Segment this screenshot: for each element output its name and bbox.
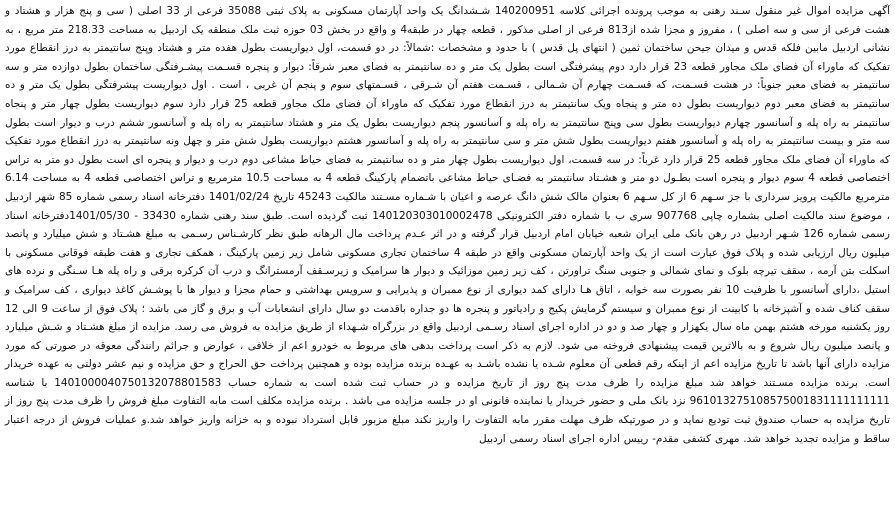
notice-body-text: آگهی مزایده اموال غیر منقول سـند رهنی به موجب پرونده اجرائی کلاسه 140200951 شـشدانگ یک واحد آپارتمان مسکونی به پلاک ثبتی 35088 فرعی از 33 اصلی ( سی و پنج هزار و هشتاد و هشت فرعی از سی و سه اصلی ) ، مفروز و مجزا شده از813 فرعی از اصلی مذکور ، قطعه چهار در طبقه4 و واقع در بخش 03 حوزه ثبت ملک منطقه یک اردبیل به مساحت 218.33 متر مربع ، به نشانی اردبیل مابین فلکه قدس و میدان جیحن ساختمان ثمین ( انتهای پل قدس ) با حدود و مشخصات :شمالاً: در دو قسمت، اول دیواریست بطول هفده متر و هشتاد وپنج سانتیمتر به درز انقطاع مورد تفکیک که ماوراء آن فضای ملک مجاور قطعه 23 قرار دارد دوم پیشرفتگی است بطول یک متر و ده سانتیمتر به فضای معبر شرقاً: دیوار و پنجره قسـمت پیشـرفتگی ساختمان بطول دوازده متر و سه سانتیمتر به فضای معبر جنوباً: در هشت قسـمت، که قسـمت چهارم آن شـمالی ، قسـمت هفتم آن شـرقی ، قسـمتهای سوم و پنجم آن غربی ، است . اول دیواریست پیشرفتگی بطول یک متر و ده سانتیمتر به فضای معبر دوم دیواریست بطول ده متر و پنجاه ویک سانتیمتر به درز انقطاع مورد تفکیک که ماوراء آن فضای ملک مجاور قطعه 25 قرار دارد سوم دیواریست بطول چهار متر و پنجاه سانتیمتر به راه پله و آسانسور چهارم دیواریست بطول سی وپنج سانتیمتر به راه پله و آسانسور پنجم دیواریست بطول یک متر و هشتاد سانتیمتر به راه پله و آسانسور ششم درب و دیوار است بطول سه متر و بیست سانتیمتر به راه پله و آسانسور هفتم دیواریست بطول شش متر و سی سانتیمتر به راه پله و آسانسور هشتم دیواریست بطول شش متر و چهل ونه سانتیمتر به درز انقطاع مورد تفکیک که ماوراء آن فضای ملک مجاور قطعه 25 قرار دارد غرباً: در سه قسمت، اول دیواریست بطول چهار متر و ده سانتیمتر به فضای حیاط مشاعی دوم درب و دیوار و پنجره ای است بطول دو متر به تراس اختصاصی قطعه 4 سوم دیوار و پنجره است بطـول دو متر و هشـتاد سانتیمتر به فضـای حیاط مشاعی باتضمام پارکینگ قطعه 4 به مساحت 10.5 مترمربع و تراس اختصاصی قطعه 4 به مساحت 6.14 مترمربع مالکیت پرویز سرداری با جز سـهم 6 از کل سـهم 6 بعنوان مالک شش دانگ عرصه و اعیان با شـماره مسـتند مالکیت 45243 تاریخ 1401/02/24 دفترخانه اسناد رسمی شماره 85 شهر اردبیل ، موضوع سند مالکیت اصلی بشماره چاپی 907768 سری ب با شماره دفتر الکترونیکی 140120303010002478 ثبت گردیده است. طبق سند رهنی شماره 33430 - 1401/05/30دفترخانه اسناد رسمی شماره 126 شـهر اردبیل در رهن بانک ملی ایران شعبه خیابان امام اردبیل قرار گرفته و در اثر عـدم پرداخت مال الرهانه طبق نظر کارشـناس رسـمی به مبلغ هشـتاد و شش میلیارد و پانصد میلیون ریال ارزیابی شده و پلاک فوق عبارت است از یک واحد آپارتمان مسکونی واقع در طبقه 4 ساختمان تجاری مسکونی شامل زیر زمین پارکینگ ، همکف تجاری و هفت طبقه فوقانی مسکونی با اسکلت بتن آرمه ، سقف تیرچه بلوک و نمای شمالی و جنوبی سنگ تراورتن ، کف زیر زمین موزائیک و دیوار ها سرامیک و زیرسـقف آرمسترانگ و درب آن کرکره برقی و راه پله هـا سـنگی و نرده های استیل ،دارای آسانسور با ظرفیت 10 نفر بصورت سه خوابه ، اتاق هـا دارای کمد دیواری از نوع ممبران و پذیرایی و سرویس بهداشتی و حمام مجزا و دیوار ها با پوشـش کاغذ دیواری ، کف سرامیک و سقف کناف شده و آشپزخانه با کابینت از نوع ممبران و سیستم گرمایش پکیج و رادیاتور و پنجره ها دو جداره باقدمت دو سال دارای انشعابات آب و برق و گاز می باشد ؛ پلاک فوق از ساعت 9 الی 12 روز یکشنبه مورخه هشتم بهمن ماه سال یکهزار و چهار صد و دو در اداره اجرای اسناد رسـمی اردبیل واقع در بزرگراه شـهداء از طریق مزایده به فروش می رسد. مزایده از مبلغ هشـتاد و شـش میلیارد و پانصد میلیون ریال شروع و به بالاترین قیمت پیشنهادی فروخته می شود. لازم به ذکر است پرداخت بدهی های مربوط به خودرو اعم از خلافی ، عوارض و جرائم رانندگی معوقه در صورتی که مورد مزایده دارای آنها باشد تا تاریخ مزایده اعم از اینکه رقم قطعی آن معلوم شـده یا نشده باشـد به عهـده برنده مزایده بوده و همچنین پرداخت حق الحراج و حق مزایده و نیم عشر دولتی به عهده خریدار است. برنده مزایده مسـتند خواهد شد مبلغ مزایده را ظرف مدت پنج روز از تاریخ مزایده و در حساب ثبت شده است به شماره حساب 1401000040750132078801583 با شناسه 961013275108575001831111111111 نزد بانک ملی و حضور خریدار یا نماینده قانونی او در جلسه مزایده می باشد . برنده مزایده مکلف است مابه التفاوت مبلغ فروش را ظرف مدت پنج روز از تاریخ مزایده به حساب صندوق ثبت تودیع نماید و در صورتیکه ظرف مهلت مقرر مابه التفاوت را واریز نکند مبلغ مزبور قابل استرداد نبوده و به خزانه واریز خواهد شد.و عملیات فروش از درجه اعتبار ساقط و مزایده تجدید خواهد شد. مهری کشفی مقدم- رییس اداره اجرای اسناد رسمی اردبیل <box>5 5 891 445</box>
